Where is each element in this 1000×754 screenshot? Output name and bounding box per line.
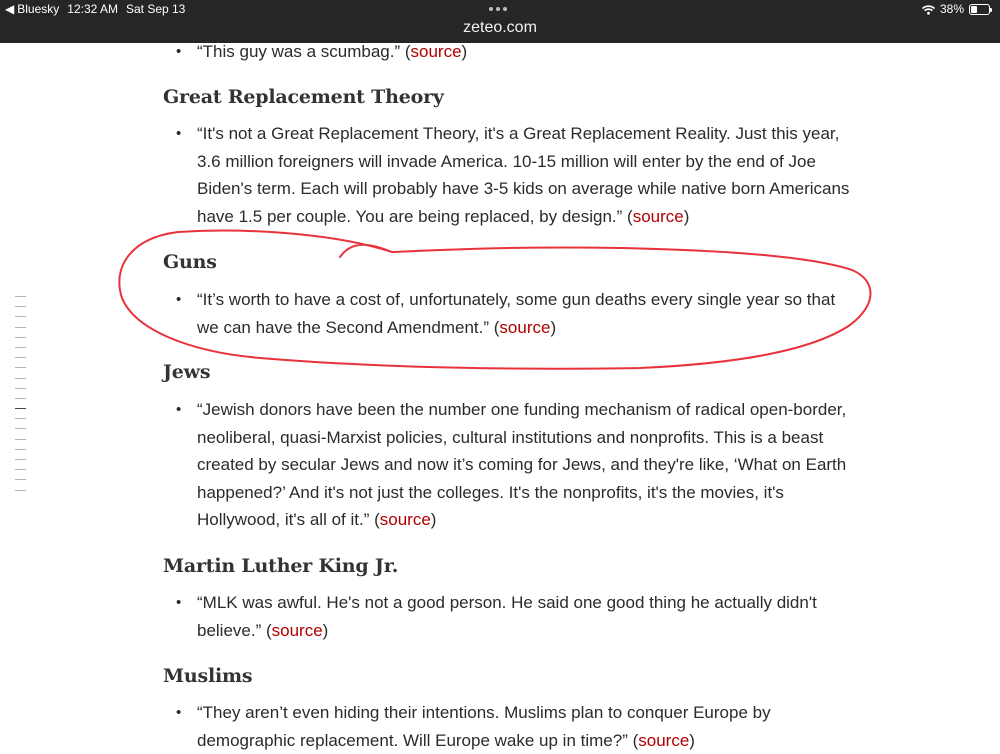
bullet: •	[176, 43, 182, 60]
status-time: 12:32 AM	[67, 2, 118, 16]
source-link[interactable]: source	[632, 206, 684, 226]
quote-list-item: • “It's not a Great Replacement Theory, it's a Great Replacement Reality. Just this year, 3.6 million foreigners will invade America. 10-15 million will enter by the end of Joe Biden's term. Each will probably have 3-5 kids on average while native born Americans have 1.5 per couple. You are being replaced, by design.” (source)	[176, 120, 856, 230]
section-heading: Muslims	[163, 665, 253, 687]
quote-list-item: • “MLK was awful. He's not a good person. He said one good thing he actually didn't believe.” (source)	[176, 589, 856, 644]
bullet: •	[176, 704, 182, 721]
address-bar-url[interactable]: zeteo.com	[463, 19, 537, 36]
source-link[interactable]: source	[499, 317, 551, 337]
quote-text: “It's not a Great Replacement Theory, it's a Great Replacement Reality. Just this year, 3.6 million foreigners will invade America. 10-15 million will enter by the end of Joe Biden's term. Each will probably have 3-5 kids on average while native born Americans have 1.5 per couple. You are being replaced, by design.” (	[197, 124, 850, 226]
scroll-position-index[interactable]	[15, 296, 27, 500]
source-link[interactable]: source	[410, 42, 462, 61]
quote-list-item: • “Jewish donors have been the number one funding mechanism of radical open-border, neoliberal, quasi-Marxist policies, cultural institutions and nonprofits. This is a beast created by secular Jews and now it’s coming for Jews, and they're like, ‘What on Earth happened?’ And it's not just the colleges. It's the nonprofits, it's the movies, it's Hollywood, it's all of it.” (source)	[176, 396, 856, 534]
quote-list-item: • “This guy was a scumbag.” (source)	[176, 38, 856, 66]
battery-percent: 38%	[939, 2, 964, 16]
quote-list-item: • “It’s worth to have a cost of, unfortunately, some gun deaths every single year so that we can have the Second Amendment.” (source)	[176, 286, 856, 341]
bullet: •	[176, 125, 182, 142]
back-triangle-icon: ◀	[5, 2, 15, 16]
bullet: •	[176, 401, 182, 418]
section-heading: Jews	[163, 361, 211, 383]
status-date: Sat Sep 13	[125, 2, 186, 16]
source-link[interactable]: source	[638, 730, 690, 750]
section-heading: Great Replacement Theory	[163, 86, 444, 108]
section-heading: Martin Luther King Jr.	[163, 555, 399, 577]
section-heading: Guns	[163, 251, 217, 273]
quote-list-item: • “They aren’t even hiding their intentions. Muslims plan to conquer Europe by demographic replacement. Will Europe wake up in time?” (source)	[176, 699, 856, 754]
quote-text: “This guy was a scumbag.” (	[197, 42, 411, 61]
source-link[interactable]: source	[271, 620, 323, 640]
quote-text: “It’s worth to have a cost of, unfortunately, some gun deaths every single year so that we can have the Second Amendment.” (	[197, 290, 836, 337]
quote-text: “Jewish donors have been the number one funding mechanism of radical open-border, neoliberal, quasi-Marxist policies, cultural institutions and nonprofits. This is a beast created by secular Jews and now it’s coming for Jews, and they're like, ‘What on Earth happened?’ And it's not just the colleges. It's the nonprofits, it's the movies, it's Hollywood, it's all of it.” (	[197, 400, 847, 529]
bullet: •	[176, 291, 182, 308]
quote-text: “They aren’t even hiding their intentions. Muslims plan to conquer Europe by demographic replacement. Will Europe wake up in time?” (	[197, 703, 771, 750]
source-link[interactable]: source	[379, 510, 431, 529]
bullet: •	[176, 594, 182, 611]
back-app-label: Bluesky	[17, 2, 60, 16]
quote-text: “MLK was awful. He's not a good person. He said one good thing he actually didn't believe.” (	[197, 593, 817, 640]
